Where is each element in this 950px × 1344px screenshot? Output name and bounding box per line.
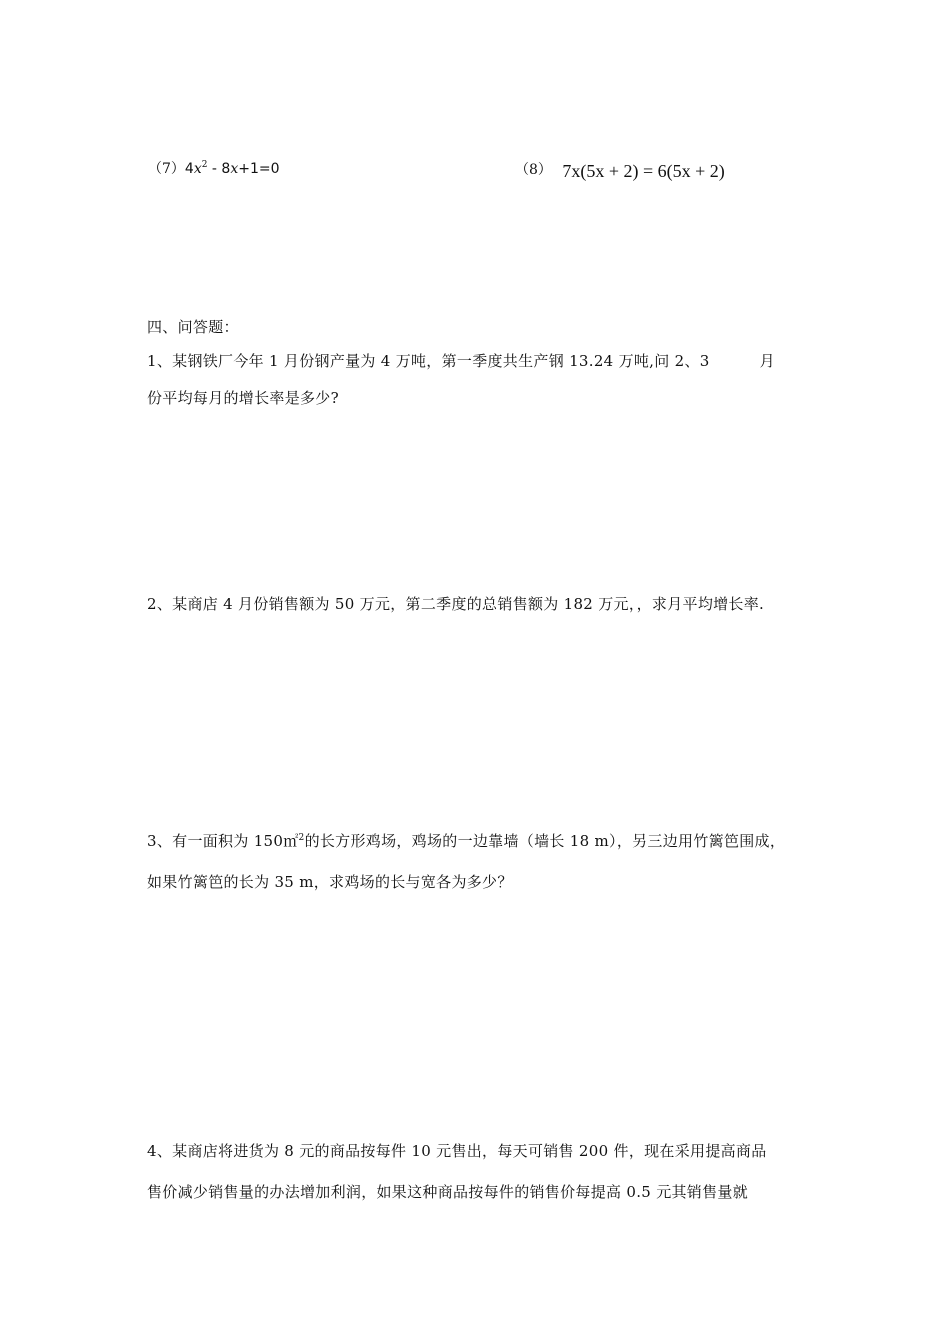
problem-3-text-b: 的长方形鸡场，鸡场的一边靠墙（墙长 18 m），另三边用竹篱笆围成， <box>304 832 786 850</box>
problem-1-tail: 月 <box>759 352 775 370</box>
problem-2-line-1: 2、某商店 4 月份销售额为 50 万元，第二季度的总销售额为 182 万元，，求月平均增长率. <box>147 595 765 613</box>
equation-7-mid: - 8 <box>207 161 231 177</box>
problem-3-line-2: 如果竹篱笆的长为 35 m，求鸡场的长与宽各为多少？ <box>147 873 513 891</box>
problem-3-line-1 <box>147 830 785 851</box>
problem-3-text-a: 3、有一面积为 150㎡ <box>147 832 299 850</box>
equation-8-label: （8） <box>515 162 552 178</box>
problem-4-line-1: 4、某商店将进货为 8 元的商品按每件 10 元售出，每天可销售 200 件，现在采用提高商品 <box>147 1142 767 1160</box>
problem-1-line-2: 份平均每月的增长率是多少? <box>147 389 339 407</box>
equation-7-label: （7） <box>148 161 185 177</box>
problem-4-line-2: 售价减少销售量的办法增加利润，如果这种商品按每件的销售价每提高 0.5 元其销售量就 <box>147 1183 748 1201</box>
equation-7-var-2: x <box>230 161 239 177</box>
equation-7-coef: 4 <box>184 161 194 177</box>
problem-1-line-1 <box>147 350 775 371</box>
equation-8-expression: 7x(5x + 2) = 6(5x + 2) <box>562 161 725 181</box>
problem-3-sup: 2 <box>298 833 305 843</box>
equation-7-tail: +1=0 <box>238 161 280 177</box>
problem-1-text: 1、某钢铁厂今年 1 月份钢产量为 4 万吨，第一季度共生产钢 13.24 万吨,问 2、3 <box>147 352 710 370</box>
equation-7-exp: 2 <box>201 160 208 170</box>
equation-8 <box>515 158 725 179</box>
equation-7 <box>148 158 280 178</box>
section-title: 四、问答题： <box>147 318 239 336</box>
equation-7-var: x <box>193 161 202 177</box>
